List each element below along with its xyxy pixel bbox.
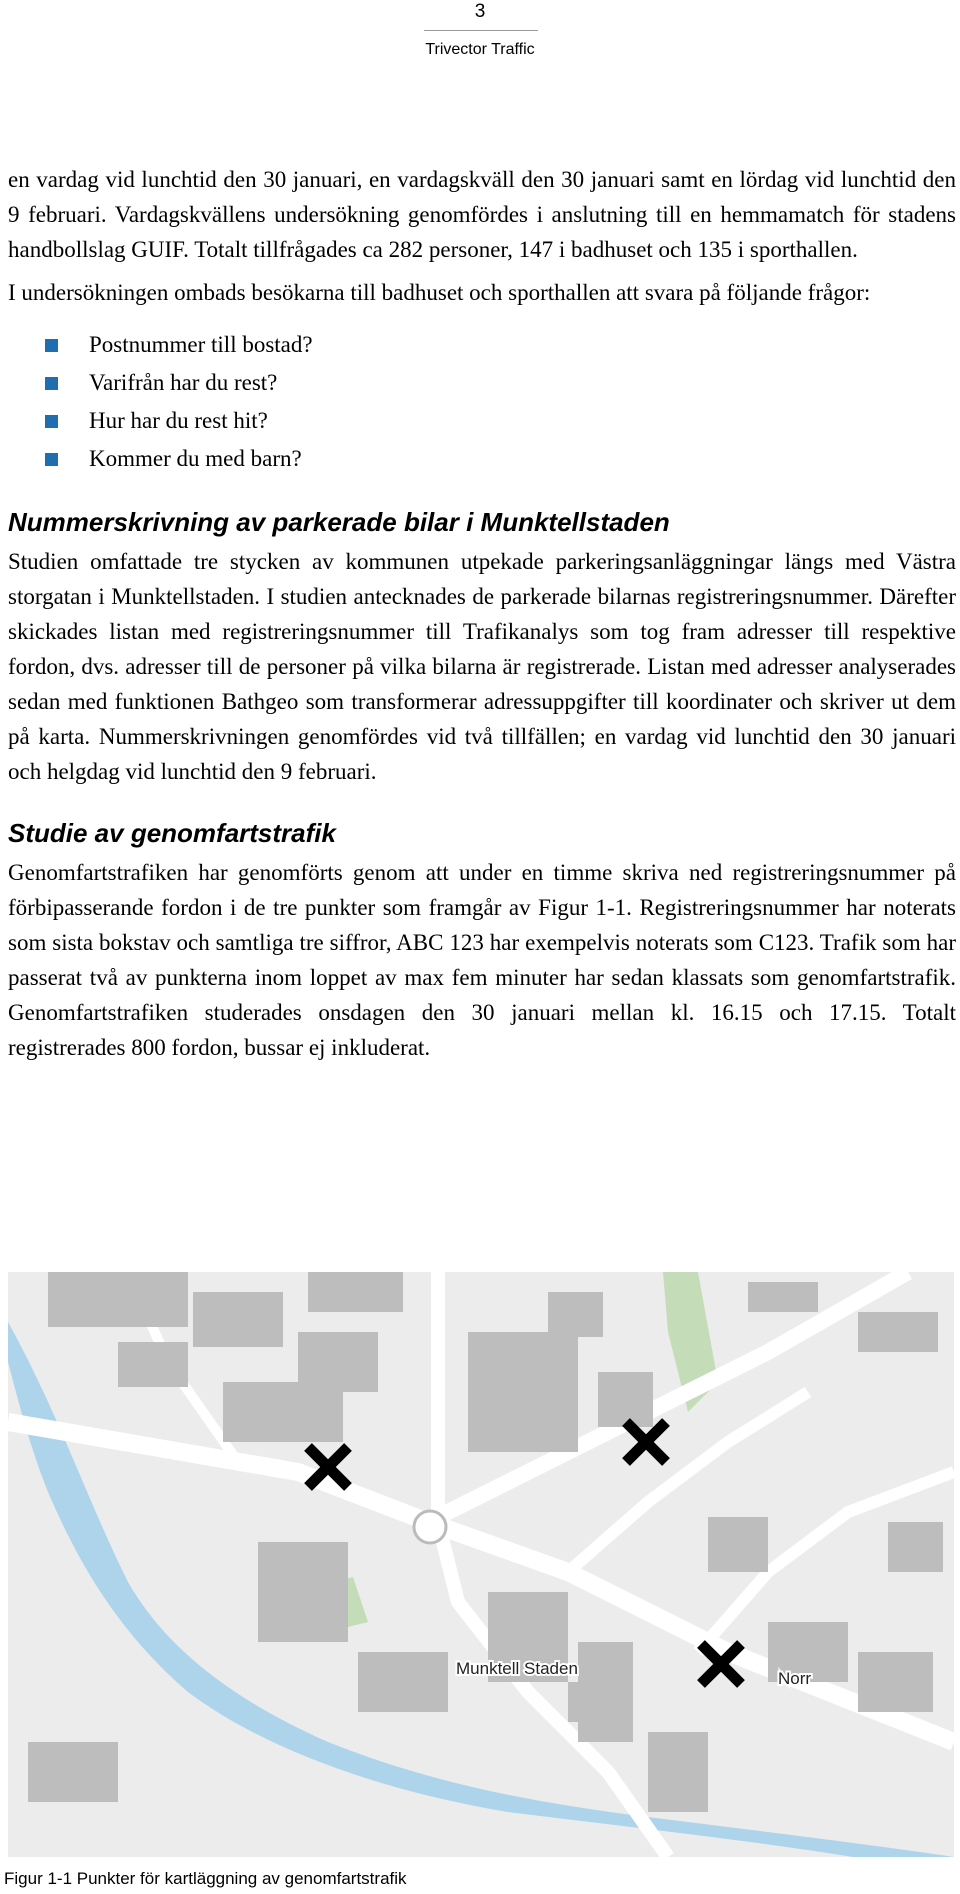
- intro-paragraph: en vardag vid lunchtid den 30 januari, en vardagskväll den 30 januari samt en lördag vid lunchtid den 9 februari. Vardagskvällens undersökning genomfördes i anslutning till en hemmamatch för stadens handbollslag GUIF. Totalt tillfrågades ca 282 personer, 147 i badhuset och 135 i sporthallen.: [8, 167, 956, 262]
- roundabout: [414, 1511, 446, 1543]
- document-body: [8, 162, 956, 1065]
- section-heading-parking: Nummerskrivning av parkerade bilar i Munktellstaden: [8, 507, 670, 537]
- square-bullet-icon: [45, 339, 58, 352]
- square-bullet-icon: [45, 377, 58, 390]
- page-number: 3: [474, 1, 486, 22]
- list-item: [8, 326, 956, 364]
- question-text: Hur har du rest hit?: [89, 408, 268, 433]
- list-item: [8, 402, 956, 440]
- question-list: [8, 326, 956, 478]
- map-label-district: Munktell Staden: [456, 1659, 578, 1678]
- company-name: Trivector Traffic: [425, 41, 535, 58]
- section-paragraph-parking: Studien omfattade tre stycken av kommunen utpekade parkeringsanläggningar längs med Västra storgatan i Munktellstaden. I studien antecknades de parkerade bilarnas registreringsnummer. Därefter skickades listan med registreringsnummer till Trafikanalys som tog fram adresser till respektive fordon, dvs. adresser till de personer på vilka bilarna är registrerade. Listan med adresser analyserades sedan med funktionen Bathgeo som transformerar adressuppgifter till koordinater och skriver ut dem på karta. Nummerskrivningen genomfördes vid två tillfällen; en vardag vid lunchtid den 30 januari och helgdag vid lunchtid den 9 februari.: [8, 549, 956, 784]
- figure-map: [8, 1272, 954, 1857]
- question-text: Postnummer till bostad?: [89, 332, 313, 357]
- figure-caption: Figur 1-1 Punkter för kartläggning av genomfartstrafik: [4, 1869, 407, 1888]
- question-text: Kommer du med barn?: [89, 446, 302, 471]
- square-bullet-icon: [45, 453, 58, 466]
- list-item: [8, 364, 956, 402]
- section-paragraph-through-traffic: Genomfartstrafiken har genomförts genom att under en timme skriva ned registreringsnummer på förbipasserande fordon i de tre punkter som framgår av Figur 1-1. Registreringsnummer har noterats som sista bokstav och samtliga tre siffror, ABC 123 har exempelvis noterats som C123. Trafik som har passerat två av punkterna inom loppet av max fem minuter har sedan klassats som genomfartstrafik. Genomfartstrafiken studerades onsdagen den 30 januari mellan kl. 16.15 och 17.15. Totalt registrerades 800 fordon, bussar ej inkluderat.: [8, 860, 956, 1060]
- map-label-north: Norr: [778, 1669, 812, 1688]
- question-intro: I undersökningen ombads besökarna till badhuset och sporthallen att svara på följande frågor:: [8, 280, 871, 305]
- question-text: Varifrån har du rest?: [89, 370, 278, 395]
- list-item: [8, 440, 956, 478]
- header-divider: [424, 30, 538, 31]
- section-heading-through-traffic: Studie av genomfartstrafik: [8, 818, 336, 848]
- square-bullet-icon: [45, 415, 58, 428]
